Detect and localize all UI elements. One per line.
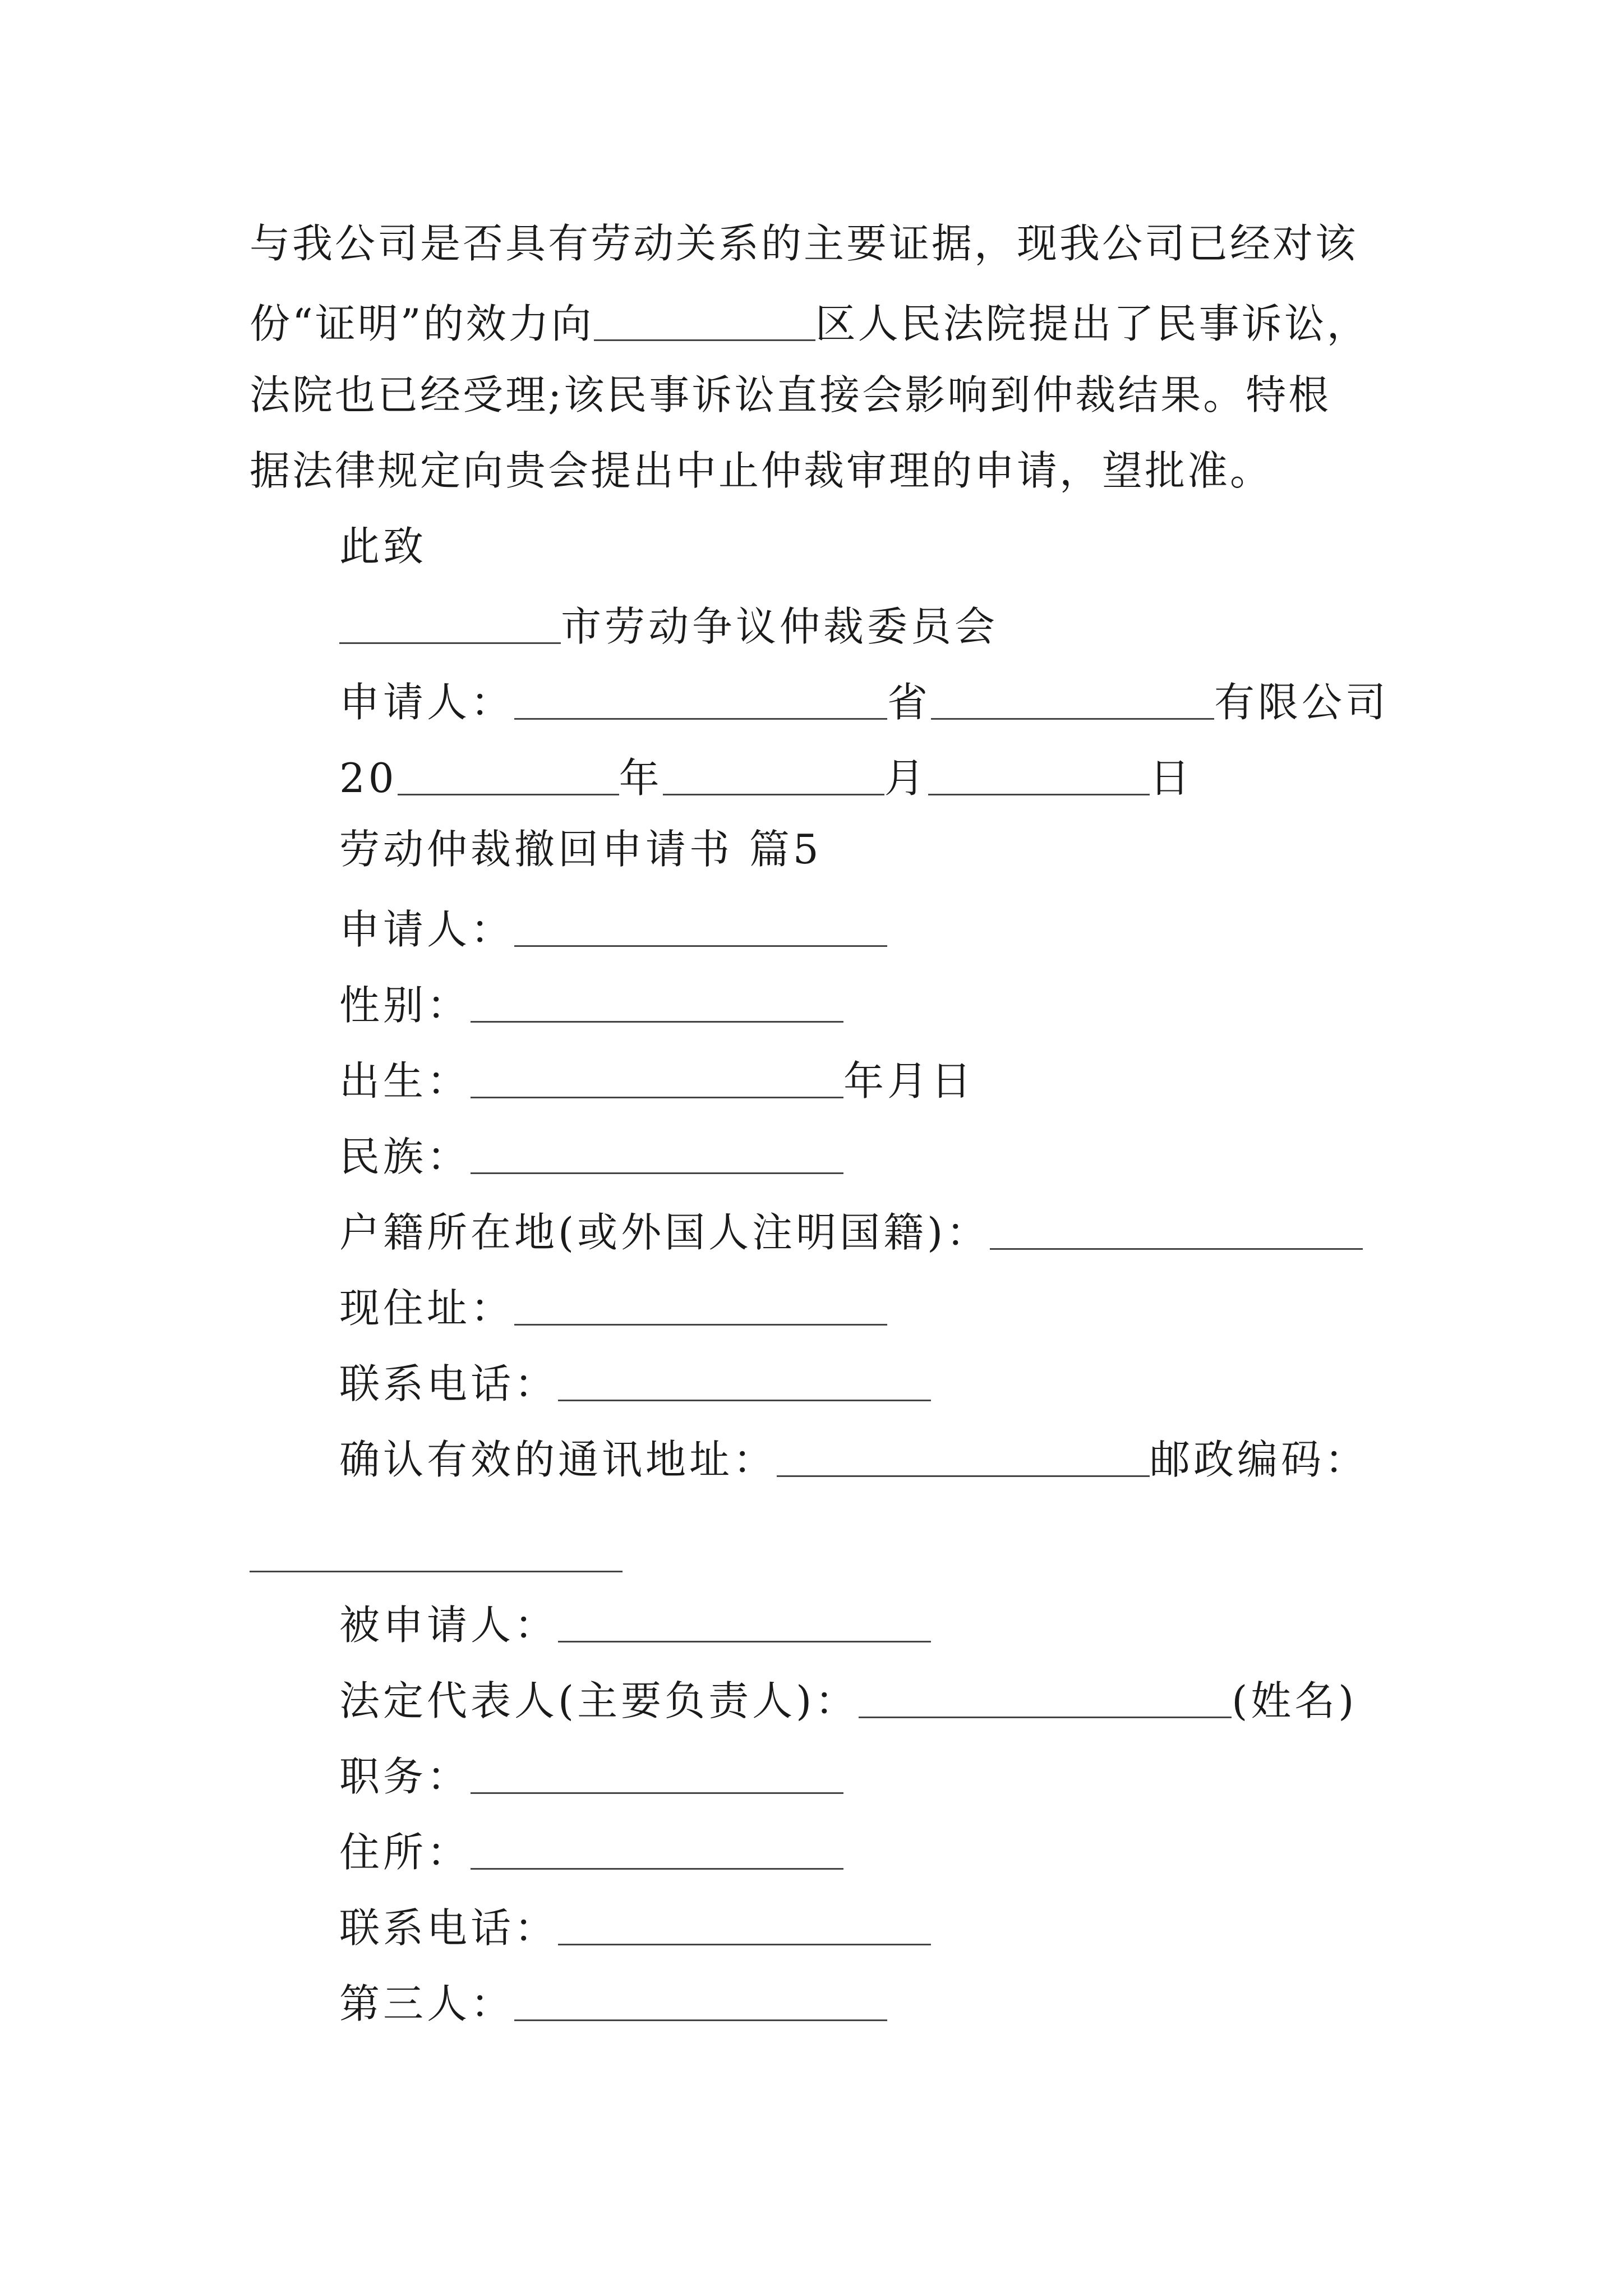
gender-field	[339, 981, 843, 1029]
postcode-blank	[250, 1571, 623, 1572]
section-title	[339, 826, 822, 873]
district-blank	[594, 299, 815, 341]
ethnicity-field	[339, 1132, 843, 1180]
phone-field	[339, 1359, 931, 1407]
year-text: 年	[619, 754, 663, 802]
field-label: 第三人：	[339, 1980, 515, 2027]
field-label: 现住址：	[339, 1285, 515, 1332]
postcode-label: 邮政编码：	[1150, 1436, 1369, 1483]
province-text: 省	[887, 679, 932, 726]
recipient-text: 市劳动争议仲裁委员会	[561, 603, 999, 650]
field-label: 申请人：	[339, 906, 515, 953]
date-prefix: 20	[339, 754, 398, 802]
applicant-blank	[514, 678, 887, 720]
field-blank	[859, 1676, 1232, 1718]
paragraph-text: 据法律规定向贵会提出中止仲裁审理的申请，望批准。	[250, 447, 1273, 494]
month-text: 月	[884, 754, 928, 802]
year-blank	[398, 753, 619, 795]
field-label: 联系电话：	[339, 1360, 559, 1407]
legal-rep-field	[339, 1676, 1358, 1724]
birth-field	[339, 1056, 975, 1105]
position-field	[339, 1752, 843, 1800]
respondent-phone-field	[339, 1903, 931, 1952]
field-blank	[514, 1979, 887, 2021]
field-label: 性别：	[339, 982, 471, 1029]
field-label: 民族：	[339, 1133, 471, 1180]
field-label: 出生：	[339, 1057, 471, 1105]
paragraph-line-3	[250, 371, 1331, 418]
field-label: 联系电话：	[339, 1904, 559, 1952]
respondent-field	[339, 1600, 931, 1649]
household-field	[339, 1208, 1363, 1256]
salutation-text: 此致	[339, 523, 427, 570]
paragraph-line-4	[250, 447, 1273, 494]
mail-address-field	[339, 1435, 1369, 1483]
field-label: 被申请人：	[339, 1602, 559, 1649]
recipient-line	[339, 602, 999, 650]
address-field	[339, 1283, 887, 1332]
field-label: 户籍所在地(或外国人注明国籍)：	[339, 1209, 990, 1256]
field-blank	[471, 1132, 843, 1174]
field-blank	[471, 1752, 843, 1794]
field-blank	[471, 981, 843, 1023]
legal-rep-suffix: (姓名)	[1232, 1677, 1358, 1724]
field-blank	[471, 1056, 843, 1098]
day-text: 日	[1149, 754, 1193, 802]
applicant-label: 申请人：	[339, 679, 515, 726]
company-blank	[931, 678, 1214, 720]
field-blank	[990, 1208, 1363, 1250]
field-blank	[558, 1600, 931, 1642]
residence-field	[339, 1828, 843, 1876]
section-title-text: 劳动仲裁撤回申请书 篇5	[339, 826, 822, 873]
birth-suffix-text: 年月日	[843, 1057, 975, 1105]
paragraph-text: 法院也已经受理;该民事诉讼直接会影响到仲裁结果。特根	[250, 371, 1331, 418]
paragraph-line-1	[250, 220, 1358, 267]
paragraph-text: 区人民法院提出了民事诉讼，	[815, 300, 1370, 347]
field-blank	[558, 1359, 931, 1401]
field-blank	[558, 1903, 931, 1945]
month-blank	[663, 753, 884, 795]
field-blank	[471, 1828, 843, 1870]
day-blank	[928, 753, 1150, 795]
field-label: 确认有效的通讯地址：	[339, 1436, 777, 1483]
field-blank	[514, 905, 887, 947]
city-blank	[339, 602, 561, 644]
applicant-field	[339, 905, 887, 953]
field-label: 法定代表人(主要负责人)：	[339, 1677, 859, 1724]
company-suffix-text: 有限公司	[1214, 679, 1390, 726]
closing-applicant-line	[339, 678, 1390, 726]
field-blank	[777, 1435, 1150, 1477]
salutation	[339, 523, 427, 570]
closing-date-line	[339, 753, 1193, 802]
field-label: 住所：	[339, 1829, 471, 1876]
field-blank	[514, 1283, 887, 1326]
paragraph-text: 与我公司是否具有劳动关系的主要证据，现我公司已经对该	[250, 220, 1358, 267]
paragraph-text: 份“证明”的效力向	[250, 300, 594, 347]
field-label: 职务：	[339, 1753, 471, 1800]
third-party-field	[339, 1979, 887, 2027]
paragraph-line-2	[250, 299, 1370, 347]
